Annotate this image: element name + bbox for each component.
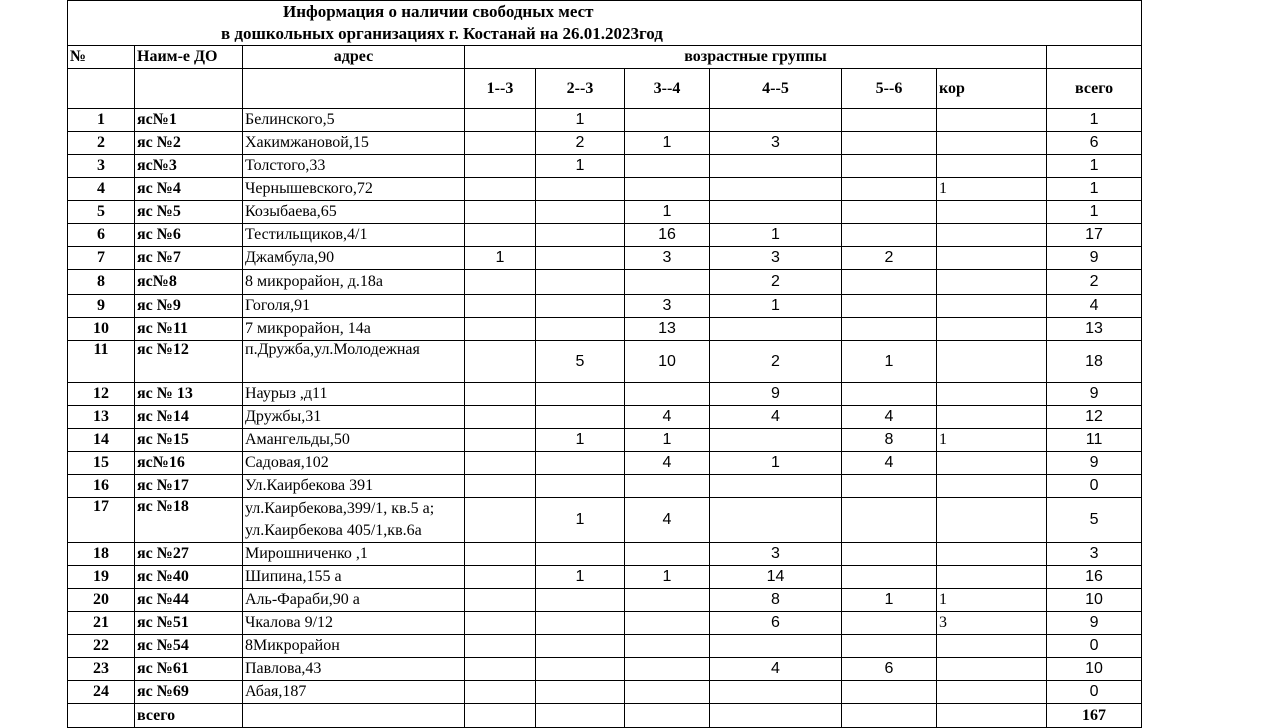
row-group-1-3 [465,318,536,341]
row-group-kor [937,341,1047,383]
row-number: 21 [68,612,135,635]
header-total: всего [1047,69,1142,109]
header-total-top [1047,46,1142,69]
row-group-5-6 [842,566,937,589]
row-group-kor [937,109,1047,132]
row-group-5-6 [842,383,937,406]
footer-blank [536,704,625,728]
row-total: 0 [1047,475,1142,498]
table-row [68,635,1142,658]
row-group-2-3 [536,475,625,498]
row-group-3-4 [625,589,710,612]
row-total: 17 [1047,224,1142,247]
row-group-kor [937,475,1047,498]
row-group-4-5 [710,318,842,341]
row-address-line-2: ул.Каирбекова 405/1,кв.6а [245,522,422,539]
row-number: 14 [68,429,135,452]
row-group-4-5: 3 [710,543,842,566]
row-address [243,498,465,543]
row-total: 2 [1047,270,1142,295]
row-address: Ул.Каирбекова 391 [243,475,465,498]
footer-blank [625,704,710,728]
header-blank [135,69,243,109]
row-group-1-3 [465,383,536,406]
row-group-1-3 [465,270,536,295]
row-group-kor [937,635,1047,658]
row-total: 4 [1047,295,1142,318]
row-group-4-5 [710,429,842,452]
row-group-5-6: 2 [842,247,937,270]
row-group-3-4: 1 [625,201,710,224]
row-group-5-6 [842,270,937,295]
row-group-kor: 1 [937,429,1047,452]
row-group-2-3 [536,543,625,566]
row-name: яс № 13 [135,383,243,406]
row-group-4-5: 1 [710,452,842,475]
row-name: яс №27 [135,543,243,566]
row-group-1-3 [465,658,536,681]
row-name: яс №2 [135,132,243,155]
footer-blank [465,704,536,728]
row-group-3-4 [625,612,710,635]
row-name: яс №61 [135,658,243,681]
row-name: яс №40 [135,566,243,589]
row-address: Хакимжановой,15 [243,132,465,155]
footer-grand-total: 167 [1047,704,1142,728]
row-address: 8Микрорайон [243,635,465,658]
title-line-2: в дошкольных организациях г. Костанай на 26.01.2023год [221,24,663,43]
row-group-2-3 [536,224,625,247]
row-group-5-6 [842,295,937,318]
row-group-2-3 [536,270,625,295]
row-name: яс №9 [135,295,243,318]
row-total: 9 [1047,612,1142,635]
row-group-3-4: 1 [625,429,710,452]
row-group-kor [937,247,1047,270]
row-total: 12 [1047,406,1142,429]
row-group-kor [937,406,1047,429]
row-total: 1 [1047,109,1142,132]
row-address: 8 микрорайон, д.18а [243,270,465,295]
table-row [68,566,1142,589]
row-address: Садовая,102 [243,452,465,475]
row-name: яс №44 [135,589,243,612]
row-group-4-5: 6 [710,612,842,635]
table-row [68,318,1142,341]
footer-blank [937,704,1047,728]
row-name: яс №15 [135,429,243,452]
header-age-groups: возрастные группы [465,46,1047,69]
row-group-kor [937,201,1047,224]
row-total: 9 [1047,452,1142,475]
row-group-3-4: 4 [625,406,710,429]
row-group-5-6: 1 [842,341,937,383]
row-group-2-3: 2 [536,132,625,155]
row-number: 4 [68,178,135,201]
row-group-kor [937,318,1047,341]
row-name: яс №54 [135,635,243,658]
row-number: 3 [68,155,135,178]
row-total: 13 [1047,318,1142,341]
header-num: № [68,46,135,69]
table-title [68,1,1142,46]
row-group-3-4 [625,475,710,498]
row-address: Толстого,33 [243,155,465,178]
footer-blank [842,704,937,728]
row-name: яс №7 [135,247,243,270]
row-name: яс№3 [135,155,243,178]
table-row [68,109,1142,132]
row-group-1-3 [465,295,536,318]
table-row [68,452,1142,475]
row-group-kor [937,498,1047,543]
row-total: 5 [1047,498,1142,543]
row-total: 11 [1047,429,1142,452]
row-group-4-5: 9 [710,383,842,406]
row-group-5-6 [842,635,937,658]
row-name: яс №12 [135,341,243,383]
row-group-4-5 [710,681,842,704]
row-group-2-3 [536,658,625,681]
row-group-4-5: 4 [710,658,842,681]
row-group-2-3 [536,589,625,612]
table-row [68,295,1142,318]
row-group-kor [937,543,1047,566]
row-name: яс №6 [135,224,243,247]
row-group-1-3 [465,543,536,566]
row-group-1-3 [465,224,536,247]
row-group-kor [937,295,1047,318]
header-blank [68,69,135,109]
row-total: 10 [1047,658,1142,681]
row-total: 3 [1047,543,1142,566]
row-group-5-6 [842,178,937,201]
row-group-kor [937,270,1047,295]
row-group-4-5 [710,109,842,132]
row-group-4-5 [710,475,842,498]
row-name: яс №69 [135,681,243,704]
row-address: Павлова,43 [243,658,465,681]
row-total: 18 [1047,341,1142,383]
row-number: 12 [68,383,135,406]
row-group-4-5: 8 [710,589,842,612]
row-number: 20 [68,589,135,612]
row-group-kor [937,383,1047,406]
header-group-2-3: 2--3 [536,69,625,109]
row-total: 0 [1047,635,1142,658]
row-address: Дружбы,31 [243,406,465,429]
row-group-1-3 [465,452,536,475]
row-group-1-3: 1 [465,247,536,270]
footer-blank [68,704,135,728]
row-number: 8 [68,270,135,295]
row-group-2-3 [536,383,625,406]
row-number: 24 [68,681,135,704]
row-group-1-3 [465,612,536,635]
spreadsheet [67,0,1141,728]
row-group-kor [937,224,1047,247]
row-total: 9 [1047,383,1142,406]
row-group-2-3 [536,295,625,318]
row-group-1-3 [465,201,536,224]
row-group-kor: 1 [937,589,1047,612]
table-row [68,155,1142,178]
row-total: 10 [1047,589,1142,612]
row-group-3-4 [625,635,710,658]
row-group-4-5: 4 [710,406,842,429]
row-group-3-4: 13 [625,318,710,341]
table-row [68,612,1142,635]
table-row [68,178,1142,201]
row-total: 1 [1047,201,1142,224]
row-number: 18 [68,543,135,566]
row-group-3-4: 1 [625,566,710,589]
row-name: яс №14 [135,406,243,429]
row-address-line-1: ул.Каирбекова,399/1, кв.5 а; [245,500,435,517]
row-group-2-3 [536,201,625,224]
row-group-5-6 [842,224,937,247]
row-group-1-3 [465,178,536,201]
row-group-4-5 [710,155,842,178]
row-group-1-3 [465,132,536,155]
row-group-1-3 [465,635,536,658]
row-group-3-4: 3 [625,295,710,318]
row-group-3-4 [625,658,710,681]
row-group-5-6 [842,132,937,155]
row-name: яс№8 [135,270,243,295]
row-number: 6 [68,224,135,247]
row-address: Амангельды,50 [243,429,465,452]
row-total: 1 [1047,178,1142,201]
table-row [68,247,1142,270]
row-group-kor [937,566,1047,589]
row-address: Чернышевского,72 [243,178,465,201]
row-group-5-6 [842,475,937,498]
header-group-1-3: 1--3 [465,69,536,109]
row-group-3-4 [625,109,710,132]
row-total: 6 [1047,132,1142,155]
row-address: Джамбула,90 [243,247,465,270]
row-group-4-5: 3 [710,132,842,155]
row-group-5-6 [842,201,937,224]
row-number: 16 [68,475,135,498]
row-group-3-4 [625,543,710,566]
table-row [68,589,1142,612]
row-group-3-4: 3 [625,247,710,270]
row-number: 11 [68,341,135,383]
row-group-5-6: 6 [842,658,937,681]
header-group-4-5: 4--5 [710,69,842,109]
table-row [68,341,1142,383]
row-group-1-3 [465,155,536,178]
row-group-3-4 [625,155,710,178]
row-group-4-5 [710,201,842,224]
footer-blank [710,704,842,728]
row-group-kor: 3 [937,612,1047,635]
row-number: 10 [68,318,135,341]
table-row [68,429,1142,452]
row-address: 7 микрорайон, 14а [243,318,465,341]
table-row [68,224,1142,247]
row-group-2-3: 1 [536,155,625,178]
row-group-1-3 [465,566,536,589]
row-group-3-4 [625,270,710,295]
table-row [68,658,1142,681]
row-group-3-4: 10 [625,341,710,383]
table-row [68,543,1142,566]
row-group-4-5: 3 [710,247,842,270]
row-group-1-3 [465,406,536,429]
row-name: яс №5 [135,201,243,224]
row-number: 22 [68,635,135,658]
row-group-1-3 [465,109,536,132]
row-number: 2 [68,132,135,155]
row-group-4-5: 1 [710,224,842,247]
row-number: 17 [68,498,135,543]
row-group-2-3: 1 [536,566,625,589]
row-group-5-6: 4 [842,406,937,429]
row-group-1-3 [465,341,536,383]
row-total: 1 [1047,155,1142,178]
row-group-5-6: 1 [842,589,937,612]
row-group-2-3 [536,318,625,341]
row-group-2-3 [536,178,625,201]
row-address: Козыбаева,65 [243,201,465,224]
row-address: Гоголя,91 [243,295,465,318]
row-address: Чкалова 9/12 [243,612,465,635]
row-group-3-4 [625,681,710,704]
row-address: п.Дружба,ул.Молодежная [243,341,465,383]
row-group-2-3 [536,635,625,658]
row-number: 9 [68,295,135,318]
row-group-5-6 [842,498,937,543]
row-group-2-3: 1 [536,429,625,452]
table-row [68,498,1142,543]
row-group-kor [937,452,1047,475]
row-group-kor [937,681,1047,704]
row-group-2-3 [536,406,625,429]
row-group-1-3 [465,475,536,498]
title-line-1: Информация о наличии свободных мест [283,2,594,21]
row-group-3-4 [625,383,710,406]
row-address: Шипина,155 а [243,566,465,589]
row-name: яс№1 [135,109,243,132]
row-number: 5 [68,201,135,224]
row-address: Аль-Фараби,90 а [243,589,465,612]
table-row [68,201,1142,224]
row-group-2-3: 5 [536,341,625,383]
row-total: 0 [1047,681,1142,704]
table-row [68,681,1142,704]
row-number: 7 [68,247,135,270]
row-group-2-3 [536,452,625,475]
row-number: 13 [68,406,135,429]
row-group-4-5 [710,498,842,543]
row-name: яс№16 [135,452,243,475]
row-name: яс №4 [135,178,243,201]
header-address: адрес [243,46,465,69]
row-group-3-4: 4 [625,498,710,543]
row-group-1-3 [465,589,536,612]
row-group-3-4: 4 [625,452,710,475]
footer-blank [243,704,465,728]
row-name: яс №17 [135,475,243,498]
row-group-5-6 [842,543,937,566]
row-group-1-3 [465,498,536,543]
vacancy-table [67,0,1142,728]
row-group-1-3 [465,681,536,704]
row-group-4-5 [710,178,842,201]
row-group-5-6: 8 [842,429,937,452]
row-group-5-6 [842,318,937,341]
row-group-5-6 [842,612,937,635]
row-group-2-3: 1 [536,498,625,543]
row-group-4-5: 2 [710,270,842,295]
header-group-3-4: 3--4 [625,69,710,109]
table-row [68,270,1142,295]
row-group-4-5: 2 [710,341,842,383]
row-number: 15 [68,452,135,475]
row-number: 1 [68,109,135,132]
row-group-2-3 [536,612,625,635]
row-group-4-5: 1 [710,295,842,318]
footer-label: всего [135,704,243,728]
header-name: Наим-е ДО [135,46,243,69]
row-group-1-3 [465,429,536,452]
row-group-5-6 [842,109,937,132]
table-row [68,475,1142,498]
row-group-4-5 [710,635,842,658]
row-total: 16 [1047,566,1142,589]
table-row [68,383,1142,406]
table-row [68,132,1142,155]
row-address: Абая,187 [243,681,465,704]
row-name: яс №51 [135,612,243,635]
row-group-5-6: 4 [842,452,937,475]
table-row [68,406,1142,429]
row-group-kor [937,155,1047,178]
row-group-3-4 [625,178,710,201]
row-group-2-3: 1 [536,109,625,132]
row-name: яс №11 [135,318,243,341]
row-address: Тестильщиков,4/1 [243,224,465,247]
row-address: Мирошниченко ,1 [243,543,465,566]
row-group-3-4: 1 [625,132,710,155]
row-group-3-4: 16 [625,224,710,247]
row-number: 19 [68,566,135,589]
row-group-2-3 [536,681,625,704]
row-group-5-6 [842,155,937,178]
row-number: 23 [68,658,135,681]
row-group-kor [937,658,1047,681]
row-group-kor: 1 [937,178,1047,201]
row-address: Наурыз ,д11 [243,383,465,406]
row-group-4-5: 14 [710,566,842,589]
row-name: яс №18 [135,498,243,543]
row-address: Белинского,5 [243,109,465,132]
row-group-2-3 [536,247,625,270]
row-total: 9 [1047,247,1142,270]
row-group-5-6 [842,681,937,704]
header-blank [243,69,465,109]
row-group-kor [937,132,1047,155]
header-group-5-6: 5--6 [842,69,937,109]
header-group-kor: кор [937,69,1047,109]
